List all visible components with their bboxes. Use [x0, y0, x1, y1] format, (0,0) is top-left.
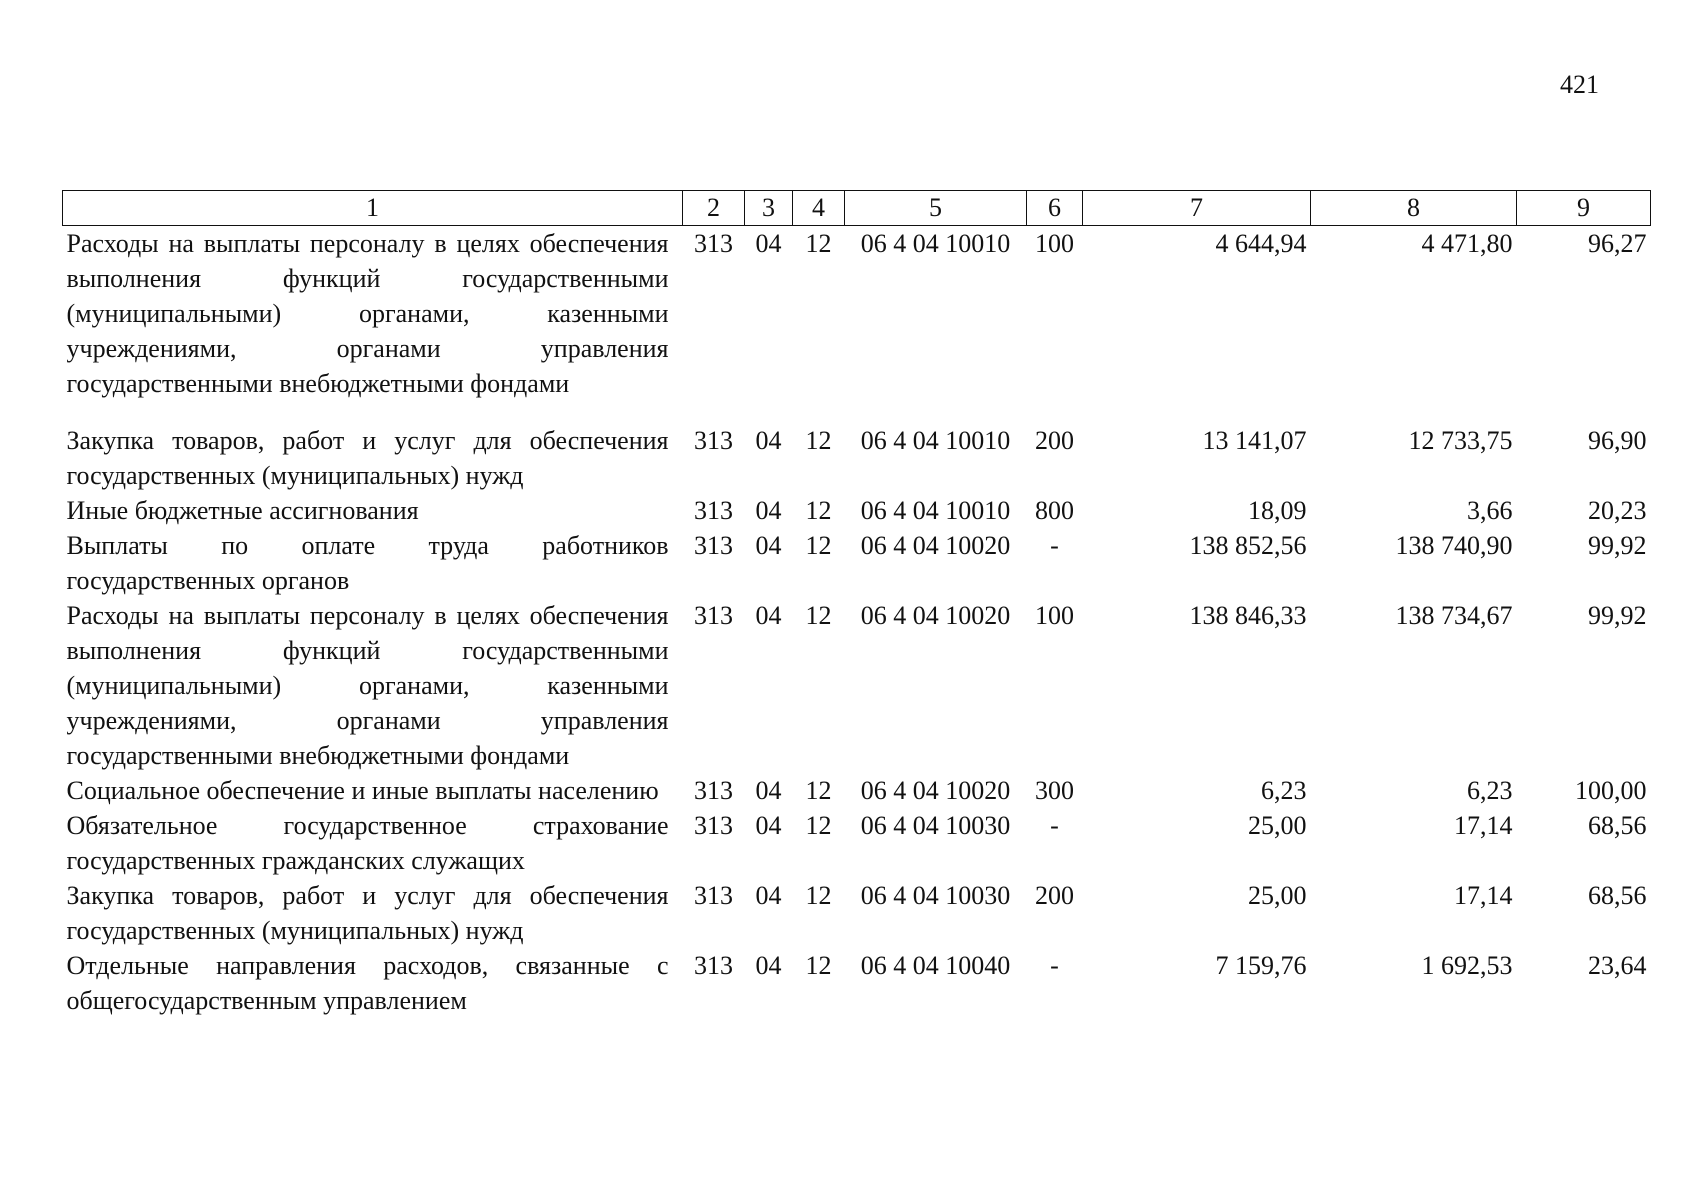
cell-col9: 99,92: [1588, 531, 1647, 560]
cell-col4: 12: [805, 601, 832, 630]
cell-col4: 12: [805, 531, 832, 560]
row-name: Иные бюджетные ассигнования: [66, 496, 419, 525]
cell-col5: 06 4 04 10010: [860, 426, 1011, 455]
cell-col2: 313: [694, 496, 733, 525]
cell-col5: 06 4 04 10030: [860, 811, 1011, 840]
cell-col7: 25,00: [1248, 881, 1307, 910]
cell-col2: 313: [694, 531, 733, 560]
cell-col5: 06 4 04 10020: [860, 776, 1011, 805]
cell-col6: 100: [1035, 229, 1074, 258]
row-name: Выплаты по оплате труда работников государственных органов: [66, 531, 669, 595]
page-number: 421: [1560, 70, 1599, 99]
cell-col3: 04: [755, 531, 782, 560]
cell-col3: 04: [755, 496, 782, 525]
cell-col7: 138 852,56: [1189, 531, 1307, 560]
cell-col6: 200: [1035, 881, 1074, 910]
cell-col2: 313: [694, 811, 733, 840]
cell-col9: 20,23: [1588, 496, 1647, 525]
cell-col2: 313: [694, 426, 733, 455]
cell-col6: 200: [1035, 426, 1074, 455]
header-cell: 7: [1083, 191, 1311, 226]
cell-col3: 04: [755, 229, 782, 258]
row-name: Расходы на выплаты персоналу в целях обеспечения выполнения функций государственными (муниципальными) органами, казенными учреждениями, органами управления государственными внебюджетными фондами: [66, 601, 669, 770]
cell-col3: 04: [755, 601, 782, 630]
cell-col6: -: [1050, 531, 1059, 560]
cell-col8: 1 692,53: [1421, 951, 1513, 980]
cell-col3: 04: [755, 881, 782, 910]
cell-col5: 06 4 04 10010: [860, 229, 1011, 258]
cell-col3: 04: [755, 951, 782, 980]
cell-col2: 313: [694, 601, 733, 630]
table-row: [63, 773, 1651, 808]
cell-col4: 12: [805, 881, 832, 910]
cell-col9: 68,56: [1588, 811, 1647, 840]
cell-col8: 138 740,90: [1395, 531, 1513, 560]
cell-col9: 68,56: [1588, 881, 1647, 910]
table-row: [63, 493, 1651, 528]
cell-col8: 17,14: [1454, 811, 1513, 840]
row-name: Отдельные направления расходов, связанные с общегосударственным управлением: [66, 951, 669, 1015]
cell-col9: 96,90: [1588, 426, 1647, 455]
cell-col2: 313: [694, 229, 733, 258]
header-cell: 9: [1517, 191, 1651, 226]
cell-col9: 99,92: [1588, 601, 1647, 630]
cell-col7: 138 846,33: [1189, 601, 1307, 630]
table-row: [63, 808, 1651, 878]
cell-col3: 04: [755, 811, 782, 840]
table-row: [63, 528, 1651, 598]
header-cell: 5: [845, 191, 1027, 226]
header-cell: 8: [1311, 191, 1517, 226]
cell-col4: 12: [805, 496, 832, 525]
cell-col8: 17,14: [1454, 881, 1513, 910]
header-row: [63, 191, 1651, 226]
row-name: Закупка товаров, работ и услуг для обеспечения государственных (муниципальных) нужд: [66, 426, 669, 490]
cell-col4: 12: [805, 951, 832, 980]
cell-col9: 100,00: [1575, 776, 1647, 805]
cell-col7: 7 159,76: [1215, 951, 1307, 980]
cell-col3: 04: [755, 776, 782, 805]
cell-col5: 06 4 04 10010: [860, 496, 1011, 525]
cell-col6: 300: [1035, 776, 1074, 805]
cell-col7: 18,09: [1248, 496, 1307, 525]
cell-col8: 4 471,80: [1421, 229, 1513, 258]
cell-col6: -: [1050, 811, 1059, 840]
cell-col4: 12: [805, 229, 832, 258]
budget-table: [62, 190, 1651, 1018]
cell-col2: 313: [694, 951, 733, 980]
cell-col8: 138 734,67: [1395, 601, 1513, 630]
cell-col9: 96,27: [1588, 229, 1647, 258]
cell-col2: 313: [694, 881, 733, 910]
cell-col4: 12: [805, 776, 832, 805]
header-cell: 1: [63, 191, 683, 226]
table-row: [63, 423, 1651, 493]
cell-col7: 13 141,07: [1202, 426, 1307, 455]
cell-col6: 100: [1035, 601, 1074, 630]
cell-col7: 4 644,94: [1215, 229, 1307, 258]
cell-col6: -: [1050, 951, 1059, 980]
row-name: Расходы на выплаты персоналу в целях обеспечения выполнения функций государственными (муниципальными) органами, казенными учреждениями, органами управления государственными внебюджетными фондами: [66, 229, 669, 398]
cell-col8: 6,23: [1467, 776, 1513, 805]
row-name: Социальное обеспечение и иные выплаты населению: [66, 776, 659, 805]
cell-col4: 12: [805, 811, 832, 840]
cell-col5: 06 4 04 10020: [860, 601, 1011, 630]
cell-col5: 06 4 04 10030: [860, 881, 1011, 910]
header-cell: 6: [1027, 191, 1083, 226]
header-cell: 2: [683, 191, 745, 226]
cell-col6: 800: [1035, 496, 1074, 525]
cell-col2: 313: [694, 776, 733, 805]
cell-col3: 04: [755, 426, 782, 455]
cell-col8: 3,66: [1467, 496, 1513, 525]
cell-col8: 12 733,75: [1408, 426, 1513, 455]
table-row: [63, 948, 1651, 1018]
cell-col7: 25,00: [1248, 811, 1307, 840]
header-cell: 4: [793, 191, 845, 226]
cell-col9: 23,64: [1588, 951, 1647, 980]
cell-col7: 6,23: [1261, 776, 1307, 805]
cell-col4: 12: [805, 426, 832, 455]
table-row: [63, 226, 1651, 424]
row-name: Закупка товаров, работ и услуг для обеспечения государственных (муниципальных) нужд: [66, 881, 669, 945]
header-cell: 3: [745, 191, 793, 226]
row-name: Обязательное государственное страхование государственных гражданских служащих: [66, 811, 669, 875]
cell-col5: 06 4 04 10040: [860, 951, 1011, 980]
table-row: [63, 598, 1651, 773]
table-row: [63, 878, 1651, 948]
cell-col5: 06 4 04 10020: [860, 531, 1011, 560]
